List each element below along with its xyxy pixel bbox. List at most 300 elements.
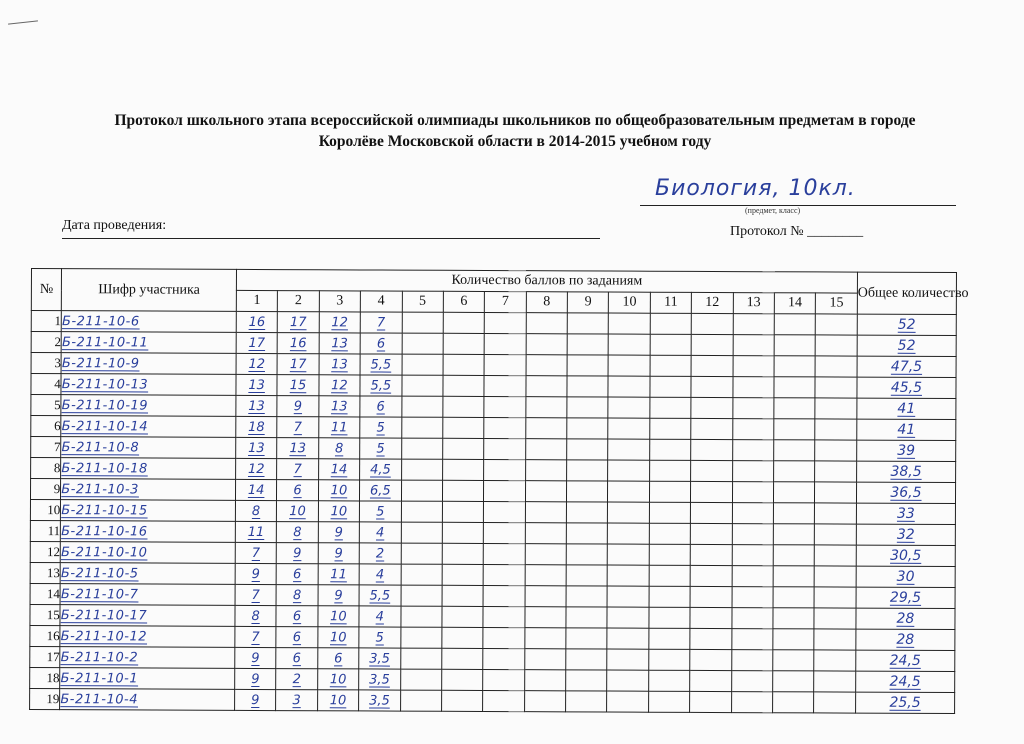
task-score: 5 bbox=[360, 417, 401, 438]
task-number-header: 14 bbox=[774, 293, 815, 314]
task-score-empty bbox=[483, 669, 524, 690]
task-score-empty bbox=[566, 628, 607, 649]
task-number-header: 10 bbox=[609, 292, 650, 313]
task-score-empty bbox=[567, 313, 608, 334]
task-score: 17 bbox=[278, 312, 319, 333]
task-score-empty bbox=[609, 355, 650, 376]
task-score: 2 bbox=[276, 669, 317, 690]
total-score: 29,5 bbox=[856, 587, 955, 608]
corner-mark bbox=[8, 20, 38, 24]
task-score: 10 bbox=[318, 480, 359, 501]
participant-cipher: Б-211-10-10 bbox=[60, 542, 235, 564]
task-score-empty bbox=[649, 628, 690, 649]
document-title-line2: Королёве Московской области в 2014-2015 учебном году bbox=[318, 133, 712, 150]
participant-cipher: Б-211-10-4 bbox=[60, 689, 235, 711]
task-score-empty bbox=[607, 691, 648, 712]
task-score-empty bbox=[567, 439, 608, 460]
task-score-empty bbox=[690, 670, 731, 691]
row-number: 16 bbox=[30, 625, 60, 646]
total-score: 39 bbox=[857, 440, 956, 461]
task-number-header: 6 bbox=[443, 291, 484, 312]
task-score-empty bbox=[690, 607, 731, 628]
task-score-empty bbox=[649, 586, 690, 607]
task-score-empty bbox=[401, 501, 442, 522]
task-score-empty bbox=[691, 418, 732, 439]
task-number-header: 9 bbox=[567, 292, 608, 313]
task-score-empty bbox=[526, 397, 567, 418]
task-score-empty bbox=[815, 419, 857, 440]
participant-cipher: Б-211-10-17 bbox=[60, 605, 235, 627]
task-score-empty bbox=[691, 460, 732, 481]
task-score-empty bbox=[483, 648, 524, 669]
task-score-empty bbox=[816, 335, 858, 356]
task-score-empty bbox=[773, 587, 814, 608]
task-score-empty bbox=[401, 438, 442, 459]
task-score-empty bbox=[484, 480, 525, 501]
task-score-empty bbox=[524, 649, 565, 670]
task-score-empty bbox=[732, 398, 773, 419]
task-score-empty bbox=[526, 376, 567, 397]
task-score-empty bbox=[484, 354, 525, 375]
task-score-empty bbox=[691, 355, 732, 376]
task-score: 17 bbox=[236, 332, 277, 353]
task-score-empty bbox=[442, 480, 483, 501]
task-score-empty bbox=[608, 481, 649, 502]
task-score-empty bbox=[774, 419, 815, 440]
task-score-empty bbox=[567, 355, 608, 376]
task-score-empty bbox=[607, 628, 648, 649]
task-score-empty bbox=[608, 460, 649, 481]
task-number-header: 11 bbox=[650, 292, 691, 313]
task-score-empty bbox=[814, 692, 856, 713]
task-score: 11 bbox=[235, 521, 276, 542]
total-score: 28 bbox=[856, 629, 955, 650]
task-score: 6 bbox=[276, 648, 317, 669]
total-score: 52 bbox=[857, 335, 956, 356]
task-score-empty bbox=[732, 482, 773, 503]
task-score-empty bbox=[608, 502, 649, 523]
row-number: 11 bbox=[30, 520, 60, 541]
total-score: 32 bbox=[856, 524, 955, 545]
task-score-empty bbox=[443, 312, 484, 333]
task-score-empty bbox=[484, 459, 525, 480]
task-score-empty bbox=[400, 690, 441, 711]
task-score-empty bbox=[526, 355, 567, 376]
task-score-empty bbox=[691, 397, 732, 418]
task-score-empty bbox=[815, 545, 857, 566]
task-score-empty bbox=[814, 629, 856, 650]
task-score-empty bbox=[731, 671, 772, 692]
task-number-header: 2 bbox=[278, 291, 319, 312]
task-score-empty bbox=[442, 627, 483, 648]
task-score: 18 bbox=[236, 416, 277, 437]
task-score-empty bbox=[650, 334, 691, 355]
task-score-empty bbox=[650, 418, 691, 439]
task-score: 10 bbox=[277, 501, 318, 522]
task-score-empty bbox=[733, 335, 774, 356]
task-score-empty bbox=[442, 459, 483, 480]
task-score-empty bbox=[690, 586, 731, 607]
task-score-empty bbox=[690, 544, 731, 565]
task-score: 6 bbox=[360, 396, 401, 417]
participant-cipher: Б-211-10-8 bbox=[61, 437, 236, 459]
task-score-empty bbox=[733, 356, 774, 377]
total-score: 30 bbox=[856, 566, 955, 587]
task-score-empty bbox=[650, 313, 691, 334]
task-score: 9 bbox=[277, 543, 318, 564]
task-score-empty bbox=[526, 334, 567, 355]
task-score: 3,5 bbox=[359, 648, 400, 669]
task-score-empty bbox=[483, 690, 524, 711]
task-score-empty bbox=[566, 607, 607, 628]
row-number: 1 bbox=[31, 311, 61, 332]
task-score: 8 bbox=[235, 605, 276, 626]
task-score-empty bbox=[402, 354, 443, 375]
row-number: 8 bbox=[31, 458, 61, 479]
task-score: 12 bbox=[319, 312, 360, 333]
task-score: 12 bbox=[236, 353, 277, 374]
task-score: 5,5 bbox=[359, 585, 400, 606]
row-number: 6 bbox=[31, 416, 61, 437]
task-score: 12 bbox=[236, 458, 277, 479]
row-number: 18 bbox=[30, 667, 60, 688]
task-score-empty bbox=[566, 586, 607, 607]
task-score-empty bbox=[401, 396, 442, 417]
task-score: 7 bbox=[235, 626, 276, 647]
row-number: 5 bbox=[31, 395, 61, 416]
task-score-empty bbox=[401, 375, 442, 396]
participant-cipher: Б-211-10-12 bbox=[60, 626, 235, 648]
task-number-header: 13 bbox=[733, 293, 774, 314]
task-score-empty bbox=[525, 460, 566, 481]
task-score-empty bbox=[443, 333, 484, 354]
task-score: 3,5 bbox=[359, 690, 400, 711]
task-score-empty bbox=[401, 417, 442, 438]
task-score-empty bbox=[443, 354, 484, 375]
task-score-empty bbox=[400, 606, 441, 627]
task-score-empty bbox=[484, 501, 525, 522]
task-score-empty bbox=[773, 608, 814, 629]
total-score: 24,5 bbox=[856, 650, 955, 671]
table-header-row bbox=[31, 269, 956, 294]
task-score-empty bbox=[649, 523, 690, 544]
row-number: 4 bbox=[31, 374, 61, 395]
task-score-empty bbox=[525, 439, 566, 460]
task-score: 6 bbox=[360, 333, 401, 354]
task-score-empty bbox=[815, 524, 857, 545]
total-score: 24,5 bbox=[856, 671, 955, 692]
task-score-empty bbox=[649, 502, 690, 523]
task-score: 13 bbox=[319, 396, 360, 417]
task-score: 9 bbox=[318, 543, 359, 564]
task-score-empty bbox=[815, 482, 857, 503]
task-score-empty bbox=[567, 376, 608, 397]
task-score-empty bbox=[401, 522, 442, 543]
task-score-empty bbox=[484, 543, 525, 564]
task-score-empty bbox=[690, 649, 731, 670]
task-score: 9 bbox=[318, 522, 359, 543]
task-score-empty bbox=[691, 523, 732, 544]
task-score: 6 bbox=[277, 480, 318, 501]
task-score: 13 bbox=[277, 438, 318, 459]
task-score-empty bbox=[442, 522, 483, 543]
row-number: 3 bbox=[31, 353, 61, 374]
task-score: 13 bbox=[319, 333, 360, 354]
task-score-empty bbox=[607, 649, 648, 670]
task-score-empty bbox=[815, 398, 857, 419]
task-score-empty bbox=[774, 440, 815, 461]
task-score-empty bbox=[525, 502, 566, 523]
task-score-empty bbox=[566, 544, 607, 565]
task-score: 10 bbox=[318, 627, 359, 648]
participant-cipher: Б-211-10-15 bbox=[61, 500, 236, 522]
participant-cipher: Б-211-10-3 bbox=[61, 479, 236, 501]
task-score-empty bbox=[483, 627, 524, 648]
task-score-empty bbox=[608, 439, 649, 460]
task-score-empty bbox=[567, 481, 608, 502]
task-score-empty bbox=[566, 670, 607, 691]
task-score: 9 bbox=[235, 563, 276, 584]
task-score-empty bbox=[608, 418, 649, 439]
task-score-empty bbox=[401, 480, 442, 501]
participant-cipher: Б-211-10-19 bbox=[61, 395, 236, 417]
total-score: 41 bbox=[857, 419, 956, 440]
task-score-empty bbox=[691, 502, 732, 523]
subject-handwritten: Биология, 10кл. bbox=[655, 176, 856, 201]
task-score-empty bbox=[732, 524, 773, 545]
task-number-header: 12 bbox=[692, 292, 733, 313]
task-score-empty bbox=[649, 460, 690, 481]
task-score-empty bbox=[649, 481, 690, 502]
header-number: № bbox=[31, 269, 61, 311]
task-score: 10 bbox=[318, 606, 359, 627]
row-number: 13 bbox=[30, 562, 60, 583]
task-score-empty bbox=[608, 376, 649, 397]
task-score-empty bbox=[649, 544, 690, 565]
participant-cipher: Б-211-10-11 bbox=[61, 332, 236, 354]
task-score-empty bbox=[691, 481, 732, 502]
task-score: 6 bbox=[276, 606, 317, 627]
row-number: 14 bbox=[30, 583, 60, 604]
task-score-empty bbox=[483, 606, 524, 627]
task-score-empty bbox=[525, 586, 566, 607]
task-score: 11 bbox=[318, 564, 359, 585]
task-score: 14 bbox=[235, 479, 276, 500]
task-score-empty bbox=[400, 627, 441, 648]
task-score-empty bbox=[732, 587, 773, 608]
task-score-empty bbox=[524, 670, 565, 691]
task-score-empty bbox=[484, 522, 525, 543]
total-score: 52 bbox=[857, 314, 956, 335]
task-score-empty bbox=[774, 461, 815, 482]
task-score-empty bbox=[815, 461, 857, 482]
task-score-empty bbox=[773, 671, 814, 692]
task-score: 6,5 bbox=[360, 480, 401, 501]
total-score: 28 bbox=[856, 608, 955, 629]
task-score: 3,5 bbox=[359, 669, 400, 690]
task-score-empty bbox=[402, 333, 443, 354]
task-score-empty bbox=[443, 417, 484, 438]
task-score-empty bbox=[774, 314, 815, 335]
task-score-empty bbox=[649, 670, 690, 691]
task-score: 14 bbox=[318, 459, 359, 480]
task-score-empty bbox=[773, 503, 814, 524]
total-score: 45,5 bbox=[857, 377, 956, 398]
task-score-empty bbox=[483, 564, 524, 585]
task-score: 9 bbox=[235, 689, 276, 710]
task-score: 4,5 bbox=[360, 459, 401, 480]
task-score: 8 bbox=[277, 522, 318, 543]
participant-cipher: Б-211-10-16 bbox=[61, 521, 236, 543]
task-score: 7 bbox=[235, 542, 276, 563]
task-score: 7 bbox=[277, 417, 318, 438]
task-score-empty bbox=[442, 669, 483, 690]
task-number-header: 15 bbox=[816, 293, 858, 314]
task-score-empty bbox=[525, 607, 566, 628]
task-score-empty bbox=[442, 543, 483, 564]
task-score-empty bbox=[609, 313, 650, 334]
task-score-empty bbox=[691, 313, 732, 334]
task-score: 6 bbox=[276, 627, 317, 648]
task-score-empty bbox=[566, 523, 607, 544]
task-score-empty bbox=[732, 419, 773, 440]
task-score-empty bbox=[442, 564, 483, 585]
task-score-empty bbox=[691, 439, 732, 460]
task-score-empty bbox=[650, 355, 691, 376]
task-score-empty bbox=[483, 585, 524, 606]
task-score: 4 bbox=[359, 606, 400, 627]
row-number: 9 bbox=[30, 479, 60, 500]
task-score: 2 bbox=[359, 543, 400, 564]
total-score: 38,5 bbox=[856, 461, 955, 482]
task-score-empty bbox=[690, 565, 731, 586]
task-score-empty bbox=[732, 461, 773, 482]
task-number-header: 7 bbox=[485, 291, 526, 312]
table-body bbox=[30, 311, 957, 714]
task-score-empty bbox=[525, 628, 566, 649]
total-score: 30,5 bbox=[856, 545, 955, 566]
task-score-empty bbox=[731, 629, 772, 650]
task-score-empty bbox=[691, 334, 732, 355]
task-score-empty bbox=[608, 565, 649, 586]
task-score-empty bbox=[690, 628, 731, 649]
task-score-empty bbox=[814, 650, 856, 671]
task-score-empty bbox=[567, 418, 608, 439]
row-number: 2 bbox=[31, 332, 61, 353]
task-score-empty bbox=[443, 396, 484, 417]
table-row bbox=[30, 688, 955, 713]
task-score-empty bbox=[401, 585, 442, 606]
task-number-header: 4 bbox=[360, 291, 401, 312]
participant-cipher: Б-211-10-5 bbox=[60, 563, 235, 585]
participant-cipher: Б-211-10-6 bbox=[62, 311, 237, 333]
results-table bbox=[29, 268, 969, 714]
total-score: 33 bbox=[856, 503, 955, 524]
total-score: 41 bbox=[857, 398, 956, 419]
task-score-empty bbox=[732, 608, 773, 629]
total-score: 36,5 bbox=[856, 482, 955, 503]
total-score: 47,5 bbox=[857, 356, 956, 377]
participant-cipher: Б-211-10-13 bbox=[61, 374, 236, 396]
row-number: 10 bbox=[30, 499, 60, 520]
task-score-empty bbox=[814, 587, 856, 608]
task-score-empty bbox=[649, 607, 690, 628]
task-score-empty bbox=[649, 565, 690, 586]
task-score-empty bbox=[566, 691, 607, 712]
task-score: 6 bbox=[276, 564, 317, 585]
task-score-empty bbox=[442, 501, 483, 522]
task-score-empty bbox=[443, 438, 484, 459]
task-score: 13 bbox=[236, 395, 277, 416]
task-score-empty bbox=[650, 376, 691, 397]
task-score: 5 bbox=[360, 438, 401, 459]
task-score: 3 bbox=[276, 690, 317, 711]
task-score-empty bbox=[732, 503, 773, 524]
header-cipher: Шифр участника bbox=[62, 269, 237, 312]
task-score: 13 bbox=[236, 374, 277, 395]
task-score-empty bbox=[815, 440, 857, 461]
task-score-empty bbox=[484, 333, 525, 354]
task-score-empty bbox=[484, 417, 525, 438]
task-score: 5,5 bbox=[360, 354, 401, 375]
task-score-empty bbox=[774, 398, 815, 419]
task-score: 12 bbox=[319, 375, 360, 396]
task-score: 9 bbox=[277, 396, 318, 417]
task-score-empty bbox=[773, 629, 814, 650]
task-score-empty bbox=[401, 543, 442, 564]
task-score-empty bbox=[525, 544, 566, 565]
task-score-empty bbox=[607, 670, 648, 691]
task-score-empty bbox=[567, 334, 608, 355]
task-score-empty bbox=[442, 606, 483, 627]
task-score-empty bbox=[733, 377, 774, 398]
task-score: 16 bbox=[277, 333, 318, 354]
task-score-empty bbox=[566, 565, 607, 586]
task-score-empty bbox=[607, 607, 648, 628]
participant-cipher: Б-211-10-9 bbox=[61, 353, 236, 375]
row-number: 15 bbox=[30, 604, 60, 625]
participant-cipher: Б-211-10-7 bbox=[60, 584, 235, 606]
task-score: 5 bbox=[360, 501, 401, 522]
task-score: 6 bbox=[317, 648, 358, 669]
task-score-empty bbox=[733, 314, 774, 335]
task-score-empty bbox=[773, 650, 814, 671]
task-score-empty bbox=[525, 418, 566, 439]
task-score-empty bbox=[650, 397, 691, 418]
task-score-empty bbox=[402, 312, 443, 333]
task-score-empty bbox=[690, 691, 731, 712]
task-score-empty bbox=[484, 375, 525, 396]
task-score-empty bbox=[401, 459, 442, 480]
task-score-empty bbox=[485, 312, 526, 333]
task-score: 10 bbox=[318, 501, 359, 522]
task-score-empty bbox=[400, 669, 441, 690]
task-score-empty bbox=[525, 481, 566, 502]
subject-caption: (предмет, класс) bbox=[745, 206, 801, 215]
task-score-empty bbox=[442, 585, 483, 606]
task-score-empty bbox=[567, 460, 608, 481]
task-score-empty bbox=[815, 503, 857, 524]
row-number: 12 bbox=[30, 541, 60, 562]
participant-cipher: Б-211-10-18 bbox=[61, 458, 236, 480]
task-score-empty bbox=[525, 565, 566, 586]
task-score-empty bbox=[608, 544, 649, 565]
task-score: 4 bbox=[359, 522, 400, 543]
task-score-empty bbox=[441, 690, 482, 711]
task-score: 15 bbox=[277, 375, 318, 396]
task-score-empty bbox=[774, 335, 815, 356]
task-score-empty bbox=[567, 397, 608, 418]
